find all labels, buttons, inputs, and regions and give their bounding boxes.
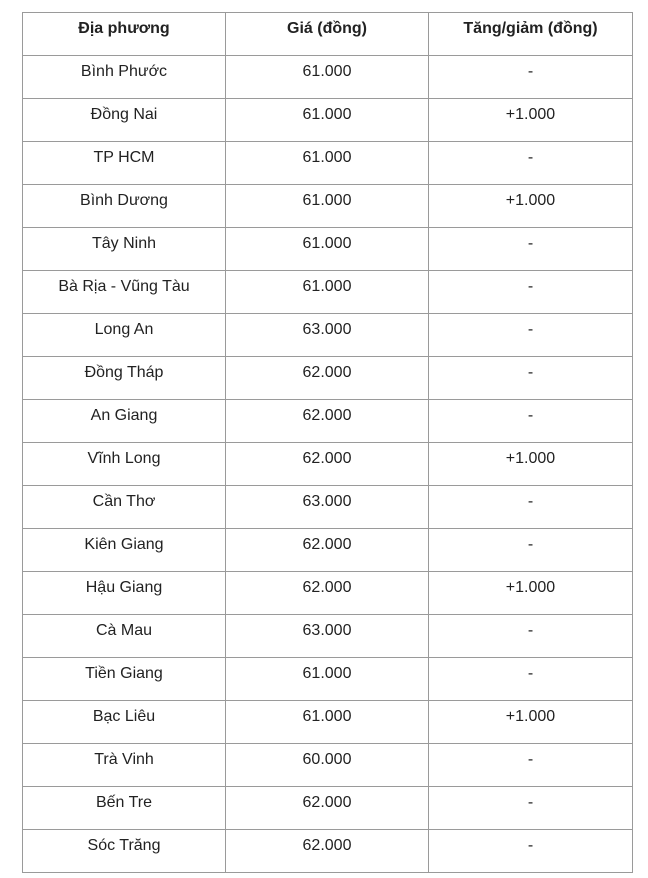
change-cell: - <box>429 271 633 314</box>
change-cell: - <box>429 787 633 830</box>
table-row <box>23 744 633 787</box>
change-cell: +1.000 <box>429 701 633 744</box>
region-cell: Đồng Nai <box>23 99 226 142</box>
change-cell: +1.000 <box>429 185 633 228</box>
table-row <box>23 486 633 529</box>
price-cell: 63.000 <box>226 314 429 357</box>
region-cell: Kiên Giang <box>23 529 226 572</box>
price-cell: 62.000 <box>226 787 429 830</box>
region-cell: Bạc Liêu <box>23 701 226 744</box>
table-row <box>23 701 633 744</box>
change-cell: - <box>429 314 633 357</box>
header-row <box>23 13 633 56</box>
region-cell: An Giang <box>23 400 226 443</box>
change-cell: +1.000 <box>429 99 633 142</box>
change-cell: - <box>429 744 633 787</box>
region-cell: Hậu Giang <box>23 572 226 615</box>
change-cell: - <box>429 142 633 185</box>
region-cell: Bến Tre <box>23 787 226 830</box>
price-cell: 61.000 <box>226 185 429 228</box>
change-cell: - <box>429 486 633 529</box>
price-cell: 61.000 <box>226 701 429 744</box>
region-cell: Long An <box>23 314 226 357</box>
region-cell: TP HCM <box>23 142 226 185</box>
change-cell: - <box>429 658 633 701</box>
change-cell: - <box>429 357 633 400</box>
table-row <box>23 56 633 99</box>
price-cell: 63.000 <box>226 615 429 658</box>
price-cell: 62.000 <box>226 400 429 443</box>
table-row <box>23 142 633 185</box>
change-cell: - <box>429 830 633 873</box>
change-cell: - <box>429 56 633 99</box>
price-table <box>22 12 633 873</box>
header-change: Tăng/giảm (đồng) <box>429 13 633 56</box>
price-cell: 61.000 <box>226 56 429 99</box>
region-cell: Bình Dương <box>23 185 226 228</box>
table-row <box>23 99 633 142</box>
region-cell: Tiền Giang <box>23 658 226 701</box>
header-price: Giá (đồng) <box>226 13 429 56</box>
region-cell: Cần Thơ <box>23 486 226 529</box>
change-cell: - <box>429 529 633 572</box>
table-row <box>23 529 633 572</box>
price-cell: 61.000 <box>226 99 429 142</box>
region-cell: Sóc Trăng <box>23 830 226 873</box>
price-cell: 62.000 <box>226 357 429 400</box>
table-row <box>23 400 633 443</box>
table-row <box>23 185 633 228</box>
table-row <box>23 615 633 658</box>
region-cell: Cà Mau <box>23 615 226 658</box>
price-cell: 61.000 <box>226 271 429 314</box>
change-cell: - <box>429 615 633 658</box>
region-cell: Tây Ninh <box>23 228 226 271</box>
table-row <box>23 228 633 271</box>
region-cell: Trà Vinh <box>23 744 226 787</box>
change-cell: - <box>429 228 633 271</box>
change-cell: +1.000 <box>429 443 633 486</box>
table-row <box>23 787 633 830</box>
table-row <box>23 314 633 357</box>
price-cell: 61.000 <box>226 142 429 185</box>
price-cell: 60.000 <box>226 744 429 787</box>
change-cell: - <box>429 400 633 443</box>
table-row <box>23 443 633 486</box>
region-cell: Bình Phước <box>23 56 226 99</box>
price-cell: 62.000 <box>226 572 429 615</box>
table-row <box>23 658 633 701</box>
header-region: Địa phương <box>23 13 226 56</box>
price-cell: 61.000 <box>226 228 429 271</box>
region-cell: Vĩnh Long <box>23 443 226 486</box>
price-cell: 62.000 <box>226 529 429 572</box>
price-cell: 63.000 <box>226 486 429 529</box>
table-row <box>23 271 633 314</box>
price-cell: 62.000 <box>226 443 429 486</box>
price-cell: 62.000 <box>226 830 429 873</box>
change-cell: +1.000 <box>429 572 633 615</box>
table-row <box>23 572 633 615</box>
price-cell: 61.000 <box>226 658 429 701</box>
table-row <box>23 357 633 400</box>
region-cell: Bà Rịa - Vũng Tàu <box>23 271 226 314</box>
region-cell: Đồng Tháp <box>23 357 226 400</box>
table-row <box>23 830 633 873</box>
